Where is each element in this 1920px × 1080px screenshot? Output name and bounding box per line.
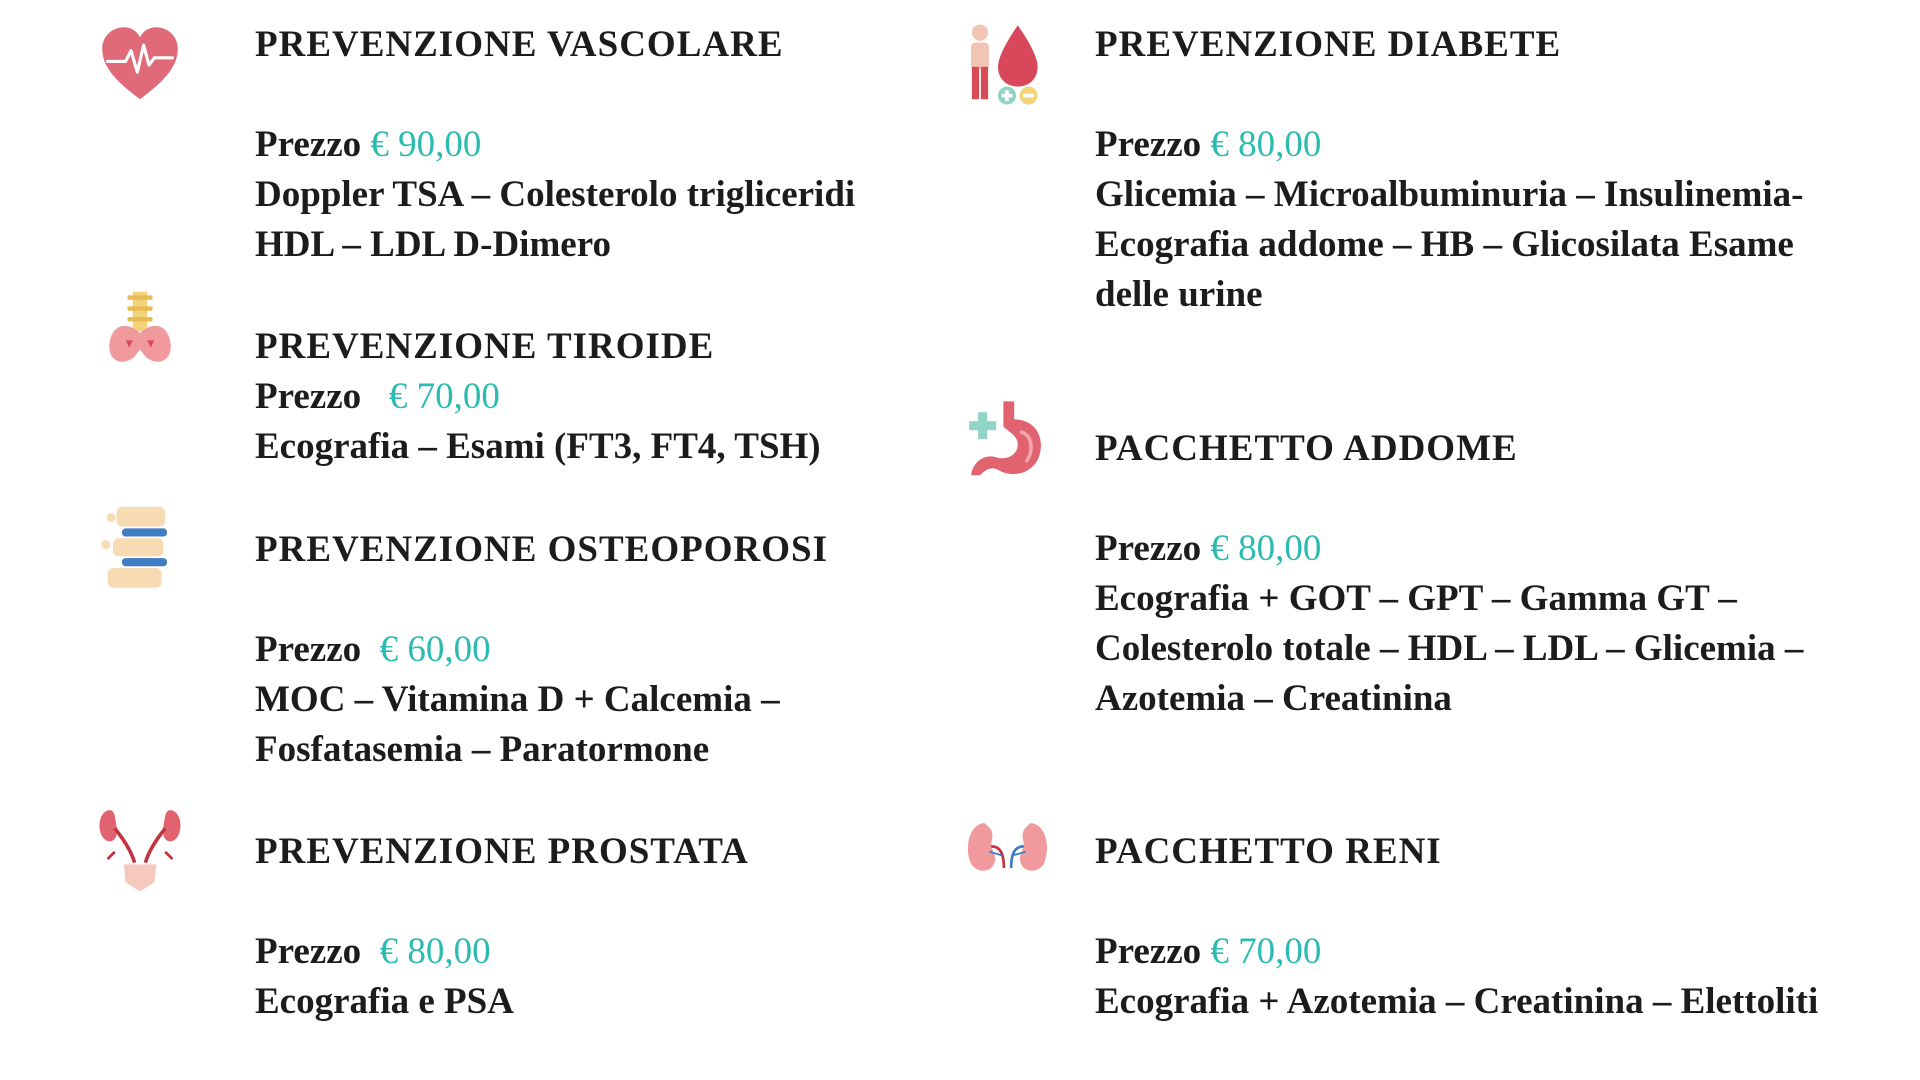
urinary-system-icon	[95, 805, 185, 895]
price-label: Prezzo	[1095, 931, 1202, 972]
exam-line: HDL – LDL D-Dimero	[255, 224, 611, 265]
package-addome	[1095, 424, 1895, 724]
exam-line: Doppler TSA – Colesterolo trigliceridi	[255, 174, 856, 215]
exam-line: Fosfatasemia – Paratormone	[255, 729, 710, 770]
price-value: € 90,00	[370, 124, 482, 165]
exam-line: MOC – Vitamina D + Calcemia –	[255, 679, 780, 720]
exam-line: Azotemia – Creatinina	[1095, 678, 1452, 719]
package-title: PREVENZIONE OSTEOPOROSI	[255, 529, 828, 570]
price-value: € 80,00	[1210, 124, 1322, 165]
exam-line: Ecografia e PSA	[255, 981, 514, 1022]
package-reni	[1095, 827, 1895, 1027]
package-title: PACCHETTO ADDOME	[1095, 428, 1518, 469]
package-vascolare	[255, 20, 1015, 270]
price-value: € 60,00	[379, 629, 491, 670]
package-title: PREVENZIONE DIABETE	[1095, 24, 1562, 65]
exam-line: Ecografia + Azotemia – Creatinina – Elettoliti	[1095, 981, 1819, 1022]
price-label: Prezzo	[1095, 528, 1202, 569]
exam-line: Ecografia addome – HB – Glicosilata Esame	[1095, 224, 1794, 265]
price-value: € 70,00	[388, 376, 500, 417]
package-title: PREVENZIONE TIROIDE	[255, 326, 715, 367]
package-title: PREVENZIONE VASCOLARE	[255, 24, 784, 65]
thyroid-icon	[95, 290, 185, 380]
price-value: € 80,00	[379, 931, 491, 972]
exam-line: Glicemia – Microalbuminuria – Insulinemia-	[1095, 174, 1804, 215]
exam-line: Colesterolo totale – HDL – LDL – Glicemia –	[1095, 628, 1804, 669]
heart-pulse-icon	[95, 20, 185, 110]
package-prostata	[255, 827, 1015, 1027]
package-title: PACCHETTO RENI	[1095, 831, 1442, 872]
package-diabete	[1095, 20, 1895, 320]
price-value: € 70,00	[1210, 931, 1322, 972]
exam-line: delle urine	[1095, 274, 1263, 315]
blood-drop-person-icon	[962, 20, 1052, 110]
stomach-icon	[962, 396, 1052, 486]
price-label: Prezzo	[255, 376, 362, 417]
package-osteoporosi	[255, 525, 1015, 775]
price-label: Prezzo	[255, 629, 362, 670]
kidneys-icon	[960, 805, 1055, 895]
spine-icon	[95, 505, 185, 595]
price-label: Prezzo	[255, 124, 362, 165]
price-label: Prezzo	[255, 931, 362, 972]
price-value: € 80,00	[1210, 528, 1322, 569]
price-label: Prezzo	[1095, 124, 1202, 165]
package-title: PREVENZIONE PROSTATA	[255, 831, 749, 872]
package-tiroide	[255, 322, 1015, 472]
exam-line: Ecografia + GOT – GPT – Gamma GT –	[1095, 578, 1737, 619]
exam-line: Ecografia – Esami (FT3, FT4, TSH)	[255, 426, 821, 467]
